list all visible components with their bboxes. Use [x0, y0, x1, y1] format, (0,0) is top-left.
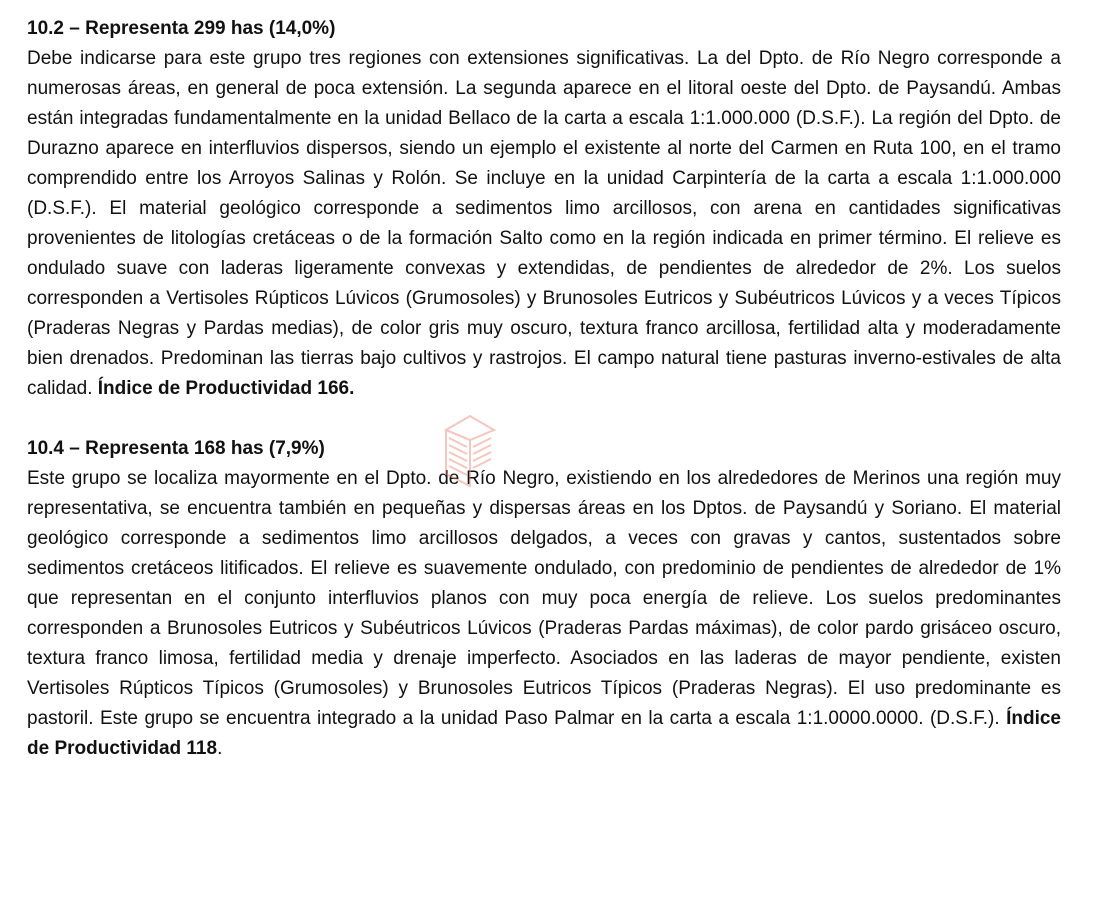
productivity-index: Índice de Productividad 166.	[97, 378, 355, 399]
section-heading: 10.4 – Representa 168 has (7,9%)	[27, 438, 325, 459]
document-page	[27, 14, 1061, 764]
stacked-layers-logo-icon	[440, 414, 496, 488]
productivity-index: Índice de Productividad 118	[27, 708, 1061, 759]
section-paragraph	[27, 464, 1061, 764]
section-body-text: Debe indicarse para este grupo tres regiones con extensiones significativas. La del Dpto. de Río Negro corresponde a numerosas áreas, en general de poca extensión. La segunda aparece en el litoral oeste del Dpto. de Paysandú. Ambas están integradas fundamentalmente en la unidad Bellaco de la carta a escala 1:1.000.000 (D.S.F.). La región del Dpto. de Durazno aparece en interfluvios dispersos, siendo un ejemplo el existente al norte del Carmen en Ruta 100, en el tramo comprendido entre los Arroyos Salinas y Rolón. Se incluye en la unidad Carpintería de la carta a escala 1:1.000.000 (D.S.F.). El material geológico corresponde a sedimentos limo arcillosos, con arena en cantidades significativas provenientes de litologías cretáceas o de la formación Salto como en la región indicada en primer término. El relieve es ondulado suave con laderas ligeramente convexas y extendidas, de pendientes de alrededor de 2%. Los suelos corresponden a Vertisoles Rúpticos Lúvicos (Grumosoles) y Brunosoles Eutricos y Subéutricos Lúvicos y a veces Típicos (Praderas Negras y Pardas medias), de color gris muy oscuro, textura franco arcillosa, fertilidad alta y moderadamente bien drenados. Predominan las tierras bajo cultivos y rastrojos. El campo natural tiene pasturas inverno-estivales de alta calidad.	[27, 48, 1061, 399]
trailing-period: .	[217, 738, 223, 759]
section-heading: 10.2 – Representa 299 has (14,0%)	[27, 18, 336, 39]
section-paragraph	[27, 44, 1061, 404]
section-body-text: Este grupo se localiza mayormente en el Dpto. de Río Negro, existiendo en los alrededores de Merinos una región muy representativa, se encuentra también en pequeñas y dispersas áreas en los Dptos. de Paysandú y Soriano. El material geológico corresponde a sedimentos limo arcillosos delgados, a veces con gravas y cantos, sustentados sobre sedimentos cretáceos litificados. El relieve es suavemente ondulado, con predominio de pendientes de alrededor de 1% que representan en el conjunto interfluvios planos con muy poca energía de relieve. Los suelos predominantes corresponden a Brunosoles Eutricos y Subéutricos Lúvicos (Praderas Pardas máximas), de color pardo grisáceo oscuro, textura franco limosa, fertilidad media y drenaje imperfecto. Asociados en las laderas de mayor pendiente, existen Vertisoles Rúpticos Típicos (Grumosoles) y Brunosoles Eutricos Típicos (Praderas Negras). El uso predominante es pastoril. Este grupo se encuentra integrado a la unidad Paso Palmar en la carta a escala 1:1.0000.0000. (D.S.F.).	[27, 468, 1061, 729]
section-10-2	[27, 14, 1061, 404]
section-10-4	[27, 434, 1061, 764]
